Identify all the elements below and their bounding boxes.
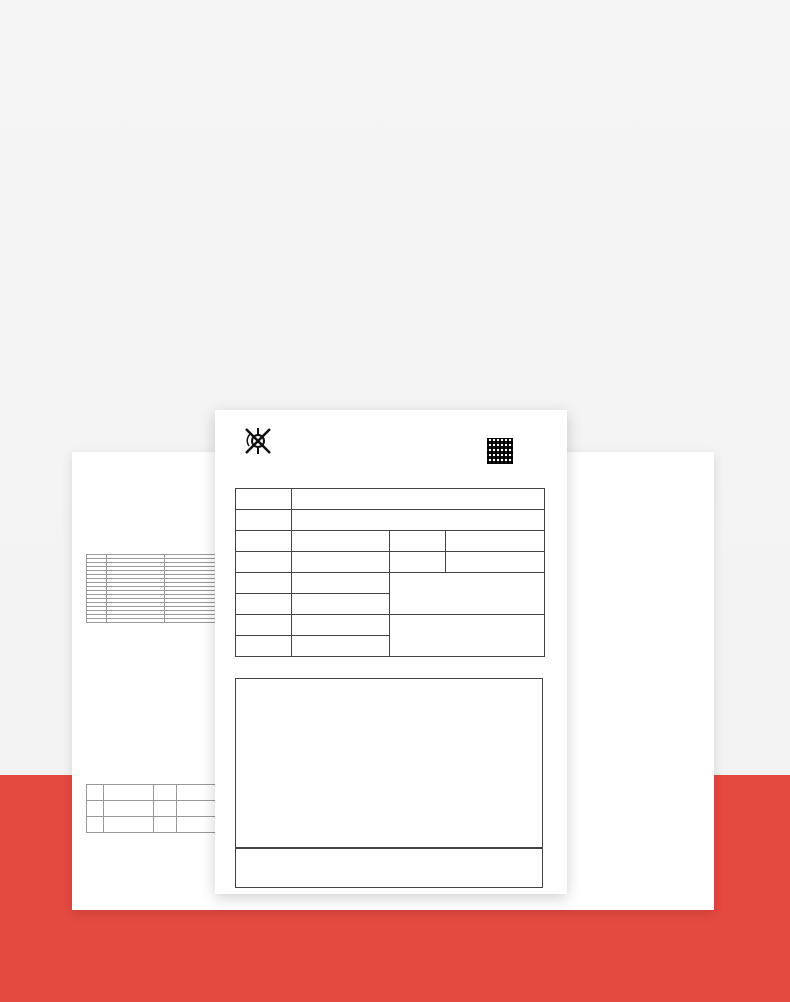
- table-cell: [107, 619, 165, 623]
- package-label: [236, 552, 292, 573]
- bill-label: [236, 594, 292, 615]
- inspection-emblem-icon: [241, 424, 275, 458]
- table-cell: [153, 817, 176, 833]
- blank-cell: [390, 615, 545, 657]
- remark-box: [235, 848, 543, 888]
- port-value: [291, 615, 390, 636]
- origin-label: [390, 552, 446, 573]
- table-cell: [153, 801, 176, 817]
- table-cell: [104, 817, 153, 833]
- table-header-cell: [104, 785, 153, 801]
- port-label: [236, 615, 292, 636]
- table-cell: [87, 801, 104, 817]
- left-report-table: [86, 554, 232, 623]
- table-cell: [87, 619, 107, 623]
- consignor-value: [291, 510, 544, 531]
- consignee-value: [291, 489, 544, 510]
- left-report-table-2: [86, 784, 232, 833]
- contract-label: [236, 573, 292, 594]
- entry-inspection-certificate: [215, 410, 567, 894]
- table-row: [87, 817, 232, 833]
- table-header-row: [87, 785, 232, 801]
- mark-cell: [390, 573, 545, 615]
- bill-value: [291, 594, 390, 615]
- table-header-cell: [87, 785, 104, 801]
- signature-line: [276, 813, 536, 821]
- signature-date: [516, 813, 536, 821]
- consignee-label: [236, 489, 292, 510]
- product-value: [291, 531, 390, 552]
- qr-code-icon: [487, 438, 513, 464]
- right-test-report: [566, 462, 706, 872]
- table-row: [87, 619, 232, 623]
- package-value: [291, 552, 390, 573]
- smq-test-report: [82, 462, 232, 872]
- certificate-info-table: [235, 488, 545, 657]
- certificate-detail-box: [235, 678, 543, 848]
- origin-value: [446, 552, 545, 573]
- contract-value: [291, 573, 390, 594]
- table-cell: [87, 817, 104, 833]
- table-row: [87, 801, 232, 817]
- table-cell: [104, 801, 153, 817]
- quantity-value: [446, 531, 545, 552]
- entry-date-value: [291, 636, 390, 657]
- quantity-label: [390, 531, 446, 552]
- table-header-cell: [153, 785, 176, 801]
- product-label: [236, 531, 292, 552]
- entry-date-label: [236, 636, 292, 657]
- consignor-label: [236, 510, 292, 531]
